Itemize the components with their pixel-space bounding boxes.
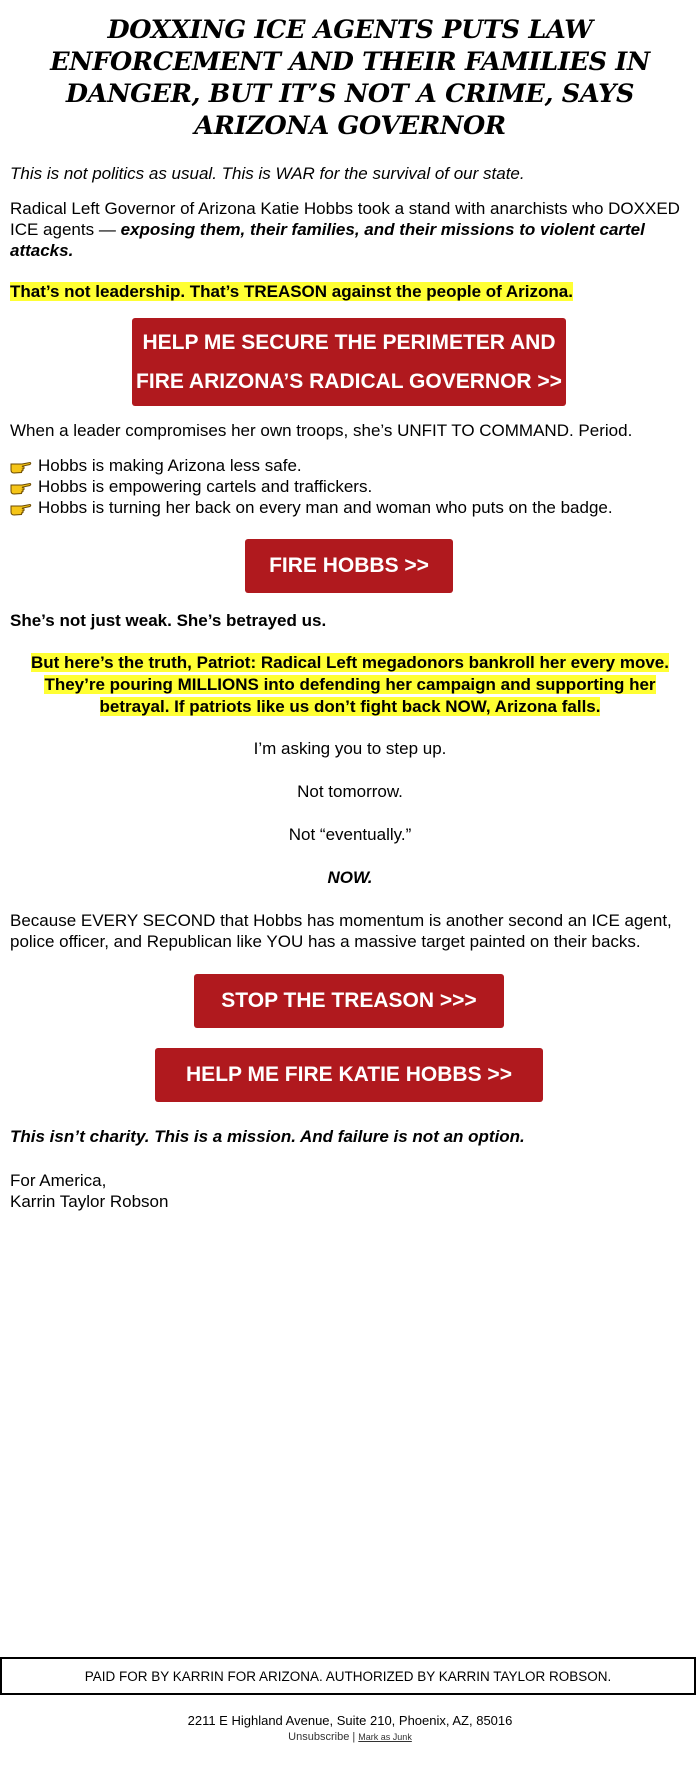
- bullet-text: Hobbs is turning her back on every man and woman who puts on the badge.: [38, 498, 613, 517]
- fire-katie-hobbs-button[interactable]: HELP ME FIRE KATIE HOBBS >>: [155, 1048, 543, 1102]
- bullet-item: [10, 497, 700, 518]
- signature: Karrin Taylor Robson: [10, 1192, 169, 1211]
- mark-as-junk-link[interactable]: Mark as Junk: [358, 1732, 412, 1742]
- button-row-4: [10, 1048, 700, 1102]
- pointing-hand-icon: [10, 500, 32, 516]
- betrayed-line: She’s not just weak. She’s betrayed us.: [10, 611, 327, 630]
- headline: DOXXING ICE AGENTS PUTS LAW ENFORCEMENT AND THEIR FAMILIES IN DANGER, BUT IT’S NOT A CRIME, SAYS ARIZONA GOVERNOR: [50, 15, 650, 141]
- bullet-item: [10, 476, 700, 497]
- truth-highlight: But here’s the truth, Patriot: Radical Left megadonors bankroll her every move. They’re pouring MILLIONS into defending her campaign and supporting her betrayal. If patriots like us don’t fight back NOW, Arizona falls.: [31, 653, 669, 716]
- signoff: For America,: [10, 1171, 107, 1190]
- mailing-address: 2211 E Highland Avenue, Suite 210, Phoenix, AZ, 85016: [187, 1713, 513, 1728]
- button-row-2: [10, 539, 700, 593]
- now-line: NOW.: [327, 868, 373, 887]
- separator: |: [352, 1731, 356, 1743]
- unsubscribe-row: [0, 1731, 700, 1743]
- bullet-text: Hobbs is making Arizona less safe.: [38, 456, 302, 475]
- unfit-line: When a leader compromises her own troops, she’s UNFIT TO COMMAND. Period.: [10, 421, 633, 440]
- stop-treason-button[interactable]: STOP THE TREASON >>>: [194, 974, 504, 1028]
- treason-line: [10, 281, 700, 302]
- bullet-item: [10, 455, 700, 476]
- secure-perimeter-line-1: HELP ME SECURE THE PERIMETER AND: [142, 331, 556, 354]
- secure-perimeter-button[interactable]: [132, 318, 566, 406]
- paid-for-disclaimer: [0, 1657, 696, 1695]
- treason-highlight: That’s not leadership. That’s TREASON against the people of Arizona.: [10, 282, 573, 301]
- bullet-list: [10, 455, 700, 518]
- pointing-hand-icon: [10, 458, 32, 474]
- because-paragraph: Because EVERY SECOND that Hobbs has momentum is another second an ICE agent, police officer, and Republican like YOU has a massive target painted on their backs.: [10, 911, 672, 951]
- unsubscribe-link[interactable]: Unsubscribe: [288, 1731, 350, 1743]
- not-eventually-line: Not “eventually.”: [288, 825, 412, 844]
- bullet-text: Hobbs is empowering cartels and traffickers.: [38, 477, 373, 496]
- truth-paragraph: [10, 652, 700, 718]
- para-doxxed: [10, 198, 700, 261]
- pointing-hand-icon: [10, 479, 32, 495]
- para-doxxed-emphasis: exposing them, their families, and their missions to violent cartel attacks.: [10, 220, 645, 260]
- button-row-1: [10, 318, 700, 406]
- para-doxxed-plain: Radical Left Governor of Arizona Katie Hobbs took a stand with anarchists who DOXXED ICE agents —: [10, 199, 680, 239]
- mission-line: This isn’t charity. This is a mission. And failure is not an option.: [10, 1127, 525, 1146]
- button-row-3: [10, 974, 700, 1028]
- paid-for-text: PAID FOR BY KARRIN FOR ARIZONA. AUTHORIZED BY KARRIN TAYLOR ROBSON.: [84, 1668, 612, 1684]
- fire-hobbs-button[interactable]: FIRE HOBBS >>: [245, 539, 453, 593]
- not-tomorrow-line: Not tomorrow.: [297, 782, 403, 801]
- intro-line: This is not politics as usual. This is WAR for the survival of our state.: [10, 164, 525, 183]
- secure-perimeter-line-2: FIRE ARIZONA’S RADICAL GOVERNOR >>: [136, 370, 562, 393]
- step-up-line: I’m asking you to step up.: [253, 739, 447, 758]
- email-body: [0, 14, 700, 1212]
